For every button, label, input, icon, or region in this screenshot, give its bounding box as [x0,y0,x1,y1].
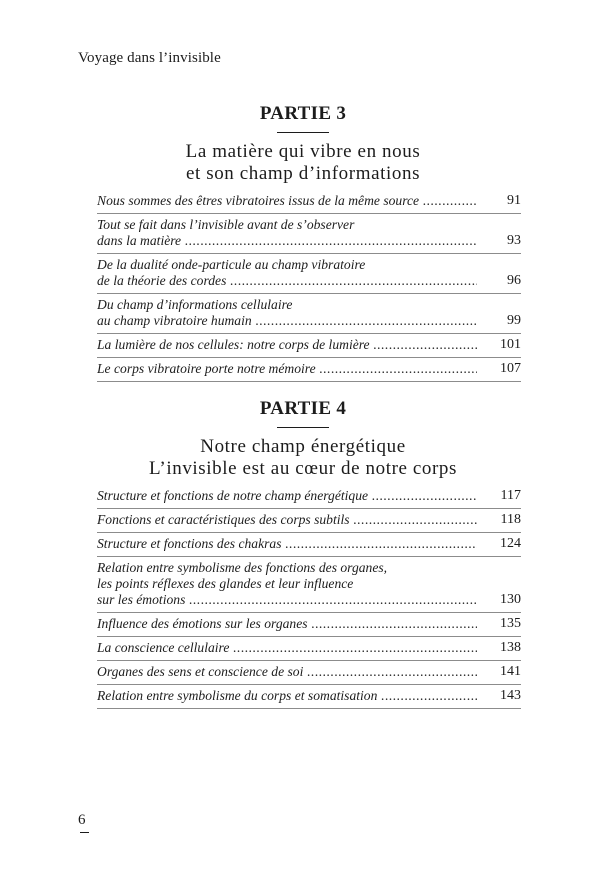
toc-entry-title [97,193,477,209]
toc-entry[interactable] [97,254,521,294]
toc-entry[interactable] [97,661,521,685]
part-3-header [97,103,509,185]
toc-entry-title-line: De la dualité onde-particule au champ vibratoire [97,257,366,272]
part-3-label: PARTIE 3 [259,103,347,124]
toc-entry[interactable] [97,358,521,382]
toc-entry-title [97,361,477,377]
part-4-title-line-2: L’invisible est au cœur de notre corps [148,458,458,479]
toc-entry-title [97,664,477,680]
toc-entry-page-number: 96 [507,273,521,288]
toc-entry-title [97,616,477,632]
toc-entry-title-line: Relation entre symbolisme des fonctions des organes, [97,560,388,575]
toc-entry[interactable] [97,685,521,709]
toc-entry-title-line: Fonctions et caractéristiques des corps subtils ..... [97,512,477,528]
toc-entry-page-number: 91 [507,193,521,208]
toc-entry-page-number: 93 [507,233,521,248]
toc-entry[interactable] [97,637,521,661]
toc-entry-title [97,488,477,504]
toc-entry-page-number: 118 [500,512,521,527]
toc-entry-page-number: 143 [500,688,521,703]
toc-entry-title-line: Structure et fonctions de notre champ énergétique ..... [97,488,477,504]
part-4-divider [277,427,329,428]
toc-entry-page-number: 101 [500,337,521,352]
toc-entry-title-line: Structure et fonctions des chakras ..... [97,536,477,552]
part-4-header [97,398,509,480]
toc-entry-title-line: sur les émotions ..... [97,592,477,608]
toc-entry-title-line: au champ vibratoire humain ..... [97,313,477,329]
part-4-label: PARTIE 4 [259,398,347,419]
toc-entry-title-line: Nous sommes des êtres vibratoires issus de la même source ..... [97,193,477,209]
toc-entry[interactable] [97,294,521,334]
part-3-title [97,141,509,185]
part-4-title [97,436,509,480]
toc-entry-title [97,688,477,704]
toc-entry-title-line: dans la matière ..... [97,233,477,249]
toc-entry-page-number: 130 [500,592,521,607]
toc-entry-title [97,297,477,329]
toc-entry[interactable] [97,509,521,533]
toc-entry-title-line: de la théorie des cordes ..... [97,273,477,289]
toc-entry[interactable] [97,533,521,557]
toc-entry-title [97,337,477,353]
toc-entry-title [97,217,477,249]
toc-entry[interactable] [97,485,521,509]
toc-entry-title-line: Le corps vibratoire porte notre mémoire ..... [97,361,477,377]
toc-entry-title-line: La conscience cellulaire ..... [97,640,477,656]
toc-entry-page-number: 135 [500,616,521,631]
part-3-divider [277,132,329,133]
toc-entry-title-line: La lumière de nos cellules: notre corps de lumière ..... [97,337,477,353]
part-3-toc [97,190,521,382]
part-3-title-line-2: et son champ d’informations [185,163,421,184]
toc-entry-title [97,640,477,656]
toc-entry-page-number: 141 [500,664,521,679]
toc-entry[interactable] [97,557,521,613]
part-4-title-line-1: Notre champ énergétique [200,436,406,457]
toc-entry-title [97,560,477,608]
toc-entry-page-number: 107 [500,361,521,376]
part-4-toc [97,485,521,709]
toc-entry-title [97,512,477,528]
toc-entry[interactable] [97,214,521,254]
toc-entry-title-line: Du champ d’informations cellulaire [97,297,293,312]
toc-entry[interactable] [97,334,521,358]
toc-entry-title-line: Influence des émotions sur les organes ..... [97,616,477,632]
part-3-title-line-1: La matière qui vibre en nous [185,141,421,162]
page-number-rule [80,832,89,833]
toc-entry-page-number: 124 [500,536,521,551]
toc-entry[interactable] [97,613,521,637]
running-head: Voyage dans l’invisible [78,50,221,66]
toc-entry-title-line: Relation entre symbolisme du corps et somatisation ..... [97,688,477,704]
toc-entry-page-number: 117 [500,488,521,503]
toc-entry-title-line: Organes des sens et conscience de soi ..... [97,664,477,680]
toc-entry-title-line: les points réflexes des glandes et leur influence [97,576,354,591]
page-number: 6 [78,812,86,828]
toc-entry-title [97,536,477,552]
toc-entry-page-number: 99 [507,313,521,328]
toc-entry-page-number: 138 [500,640,521,655]
toc-entry-title [97,257,477,289]
toc-entry[interactable] [97,190,521,214]
toc-entry-title-line: Tout se fait dans l’invisible avant de s’observer [97,217,355,232]
